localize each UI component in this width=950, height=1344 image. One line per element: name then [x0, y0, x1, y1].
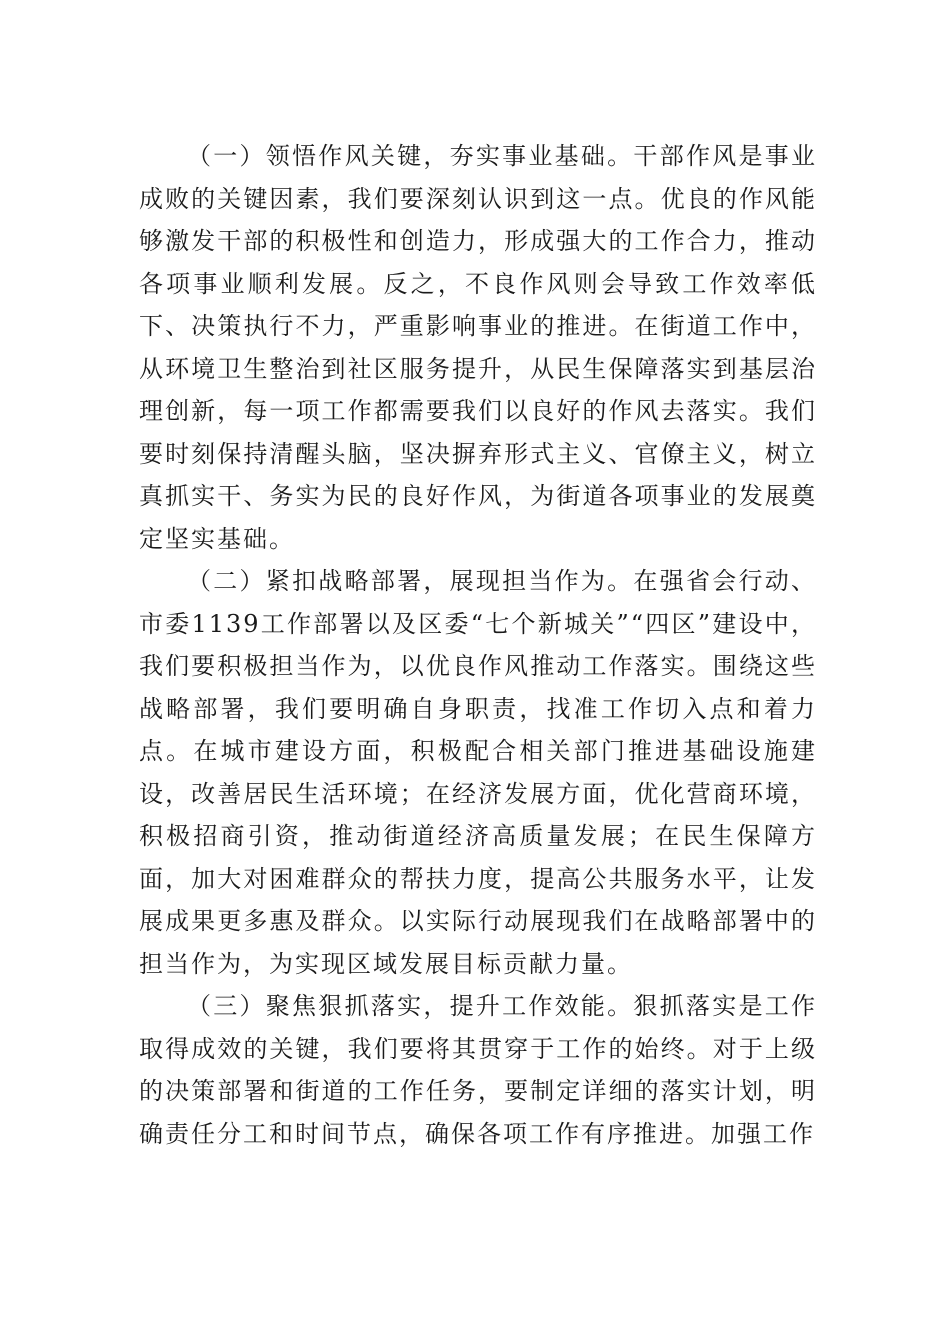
document-body	[139, 135, 817, 1155]
paragraph-3: （三）聚焦狠抓落实，提升工作效能。狠抓落实是工作取得成效的关键，我们要将其贯穿于工作的始终。对于上级的决策部署和街道的工作任务，要制定详细的落实计划，明确责任分工和时间节点，确保各项工作有序推进。加强工作	[139, 992, 817, 1148]
paragraph-1: （一）领悟作风关键，夯实事业基础。干部作风是事业成败的关键因素，我们要深刻认识到这一点。优良的作风能够激发干部的积极性和创造力，形成强大的工作合力，推动各项事业顺利发展。反之，不良作风则会导致工作效率低下、决策执行不力，严重影响事业的推进。在街道工作中，从环境卫生整治到社区服务提升，从民生保障落实到基层治理创新，每一项工作都需要我们以良好的作风去落实。我们要时刻保持清醒头脑，坚决摒弃形式主义、官僚主义，树立真抓实干、务实为民的良好作风，为街道各项事业的发展奠定坚实基础。	[139, 142, 817, 553]
paragraph-2: （二）紧扣战略部署，展现担当作为。在强省会行动、市委1139工作部署以及区委“七个新城关”“四区”建设中，我们要积极担当作为，以优良作风推动工作落实。围绕这些战略部署，我们要明确自身职责，找准工作切入点和着力点。在城市建设方面，积极配合相关部门推进基础设施建设，改善居民生活环境；在经济发展方面，优化营商环境，积极招商引资，推动街道经济高质量发展；在民生保障方面，加大对困难群众的帮扶力度，提高公共服务水平，让发展成果更多惠及群众。以实际行动展现我们在战略部署中的担当作为，为实现区域发展目标贡献力量。	[139, 567, 817, 978]
